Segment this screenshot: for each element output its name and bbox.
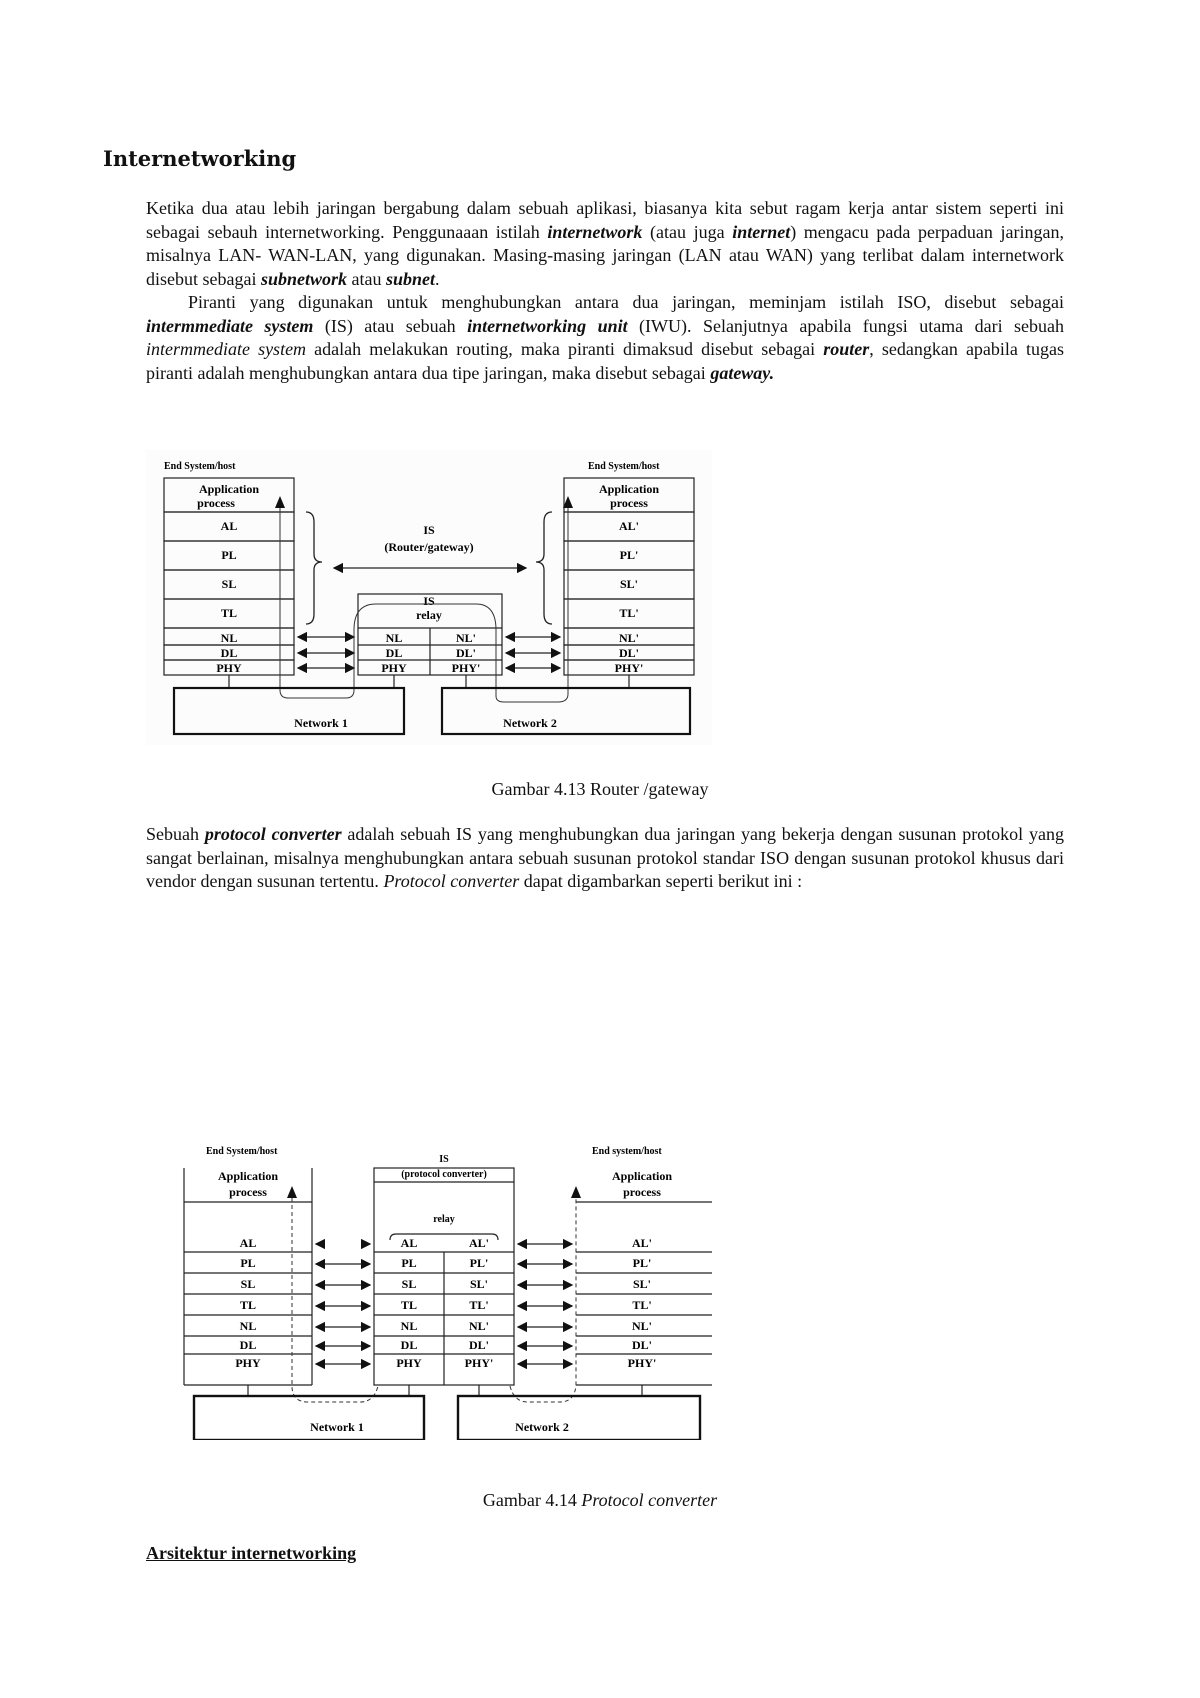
- term-intermmediate-system: intermmediate system: [146, 315, 314, 336]
- network-2-label: Network 2: [503, 716, 557, 730]
- conv-left-nl: NL: [400, 1319, 418, 1333]
- left-layer-dl: DL: [220, 646, 238, 660]
- left-layer-dl: DL: [239, 1338, 257, 1352]
- right-app-line2: process: [610, 496, 648, 510]
- relay-right-phy: PHY': [451, 661, 481, 675]
- term-internetwork: internetwork: [547, 221, 643, 242]
- right-layer-dl: DL': [618, 646, 640, 660]
- right-layer-pl: PL': [632, 1256, 652, 1270]
- protocol-converter-diagram: [180, 1140, 720, 1440]
- term-subnet: subnet: [386, 268, 436, 289]
- right-layer-al: AL': [631, 1236, 653, 1250]
- relay-left-nl: NL: [385, 631, 403, 645]
- network-1-label: Network 1: [294, 716, 348, 730]
- paragraph-2: [146, 291, 1064, 385]
- text: ) mengacu pada perpaduan jaringan, misalnya LAN- WAN-LAN, yang digunakan. Masing-masing jaringan (LAN atau WAN) yang terlibat dalam internetwork disebut sebagai: [146, 221, 1064, 289]
- left-layer-al: AL: [220, 519, 238, 533]
- text: Ketika dua atau lebih jaringan bergabung dalam sebuah aplikasi, biasanya kita sebut ragam kerja antar sistem seperti ini sebagai sebauh internetworking. Penggunaaan istilah: [146, 198, 1064, 242]
- conv-right-sl: SL': [469, 1277, 489, 1291]
- term-internetworking-unit: internetworking unit: [467, 315, 628, 336]
- left-layer-nl: NL: [239, 1319, 257, 1333]
- term-internet: internet: [732, 221, 791, 242]
- caption-italic: Protocol converter: [581, 1490, 718, 1510]
- conv-left-tl: TL: [400, 1298, 418, 1312]
- network-2-label: Network 2: [515, 1420, 569, 1434]
- left-layer-pl: PL: [240, 1256, 256, 1270]
- conv-left-dl: DL: [400, 1338, 418, 1352]
- left-layer-tl: TL: [239, 1298, 257, 1312]
- router-gateway-diagram: [146, 450, 712, 745]
- right-layer-tl: TL': [632, 1298, 652, 1312]
- right-layer-phy: PHY': [627, 1356, 657, 1370]
- right-layer-al: AL': [618, 519, 640, 533]
- term-protocol-converter: protocol converter: [204, 824, 342, 844]
- right-app-line1: Application: [611, 1169, 673, 1183]
- left-app-line1: Application: [217, 1169, 279, 1183]
- left-layer-tl: TL: [220, 606, 238, 620]
- right-layer-pl: PL': [619, 548, 639, 562]
- section-heading: Arsitektur internetworking: [146, 1543, 357, 1563]
- relay-label: relay: [433, 1214, 455, 1225]
- left-up-arrow-icon: [287, 1186, 297, 1198]
- is-label: IS: [439, 1154, 449, 1165]
- text: , sedangkan apabila tugas piranti adalah menghubungkan antara dua tipe jaringan, maka disebut sebagai: [146, 339, 1064, 383]
- relay-is-label: IS: [423, 594, 435, 608]
- right-app-line1: Application: [598, 482, 660, 496]
- network-1-box: [194, 1396, 424, 1440]
- text: dapat digambarkan seperti berikut ini :: [519, 871, 803, 891]
- left-host-title: End System/host: [206, 1146, 278, 1157]
- right-host-title: End System/host: [588, 461, 660, 472]
- relay-left-phy: PHY: [381, 661, 407, 675]
- right-app-line2: process: [623, 1185, 661, 1199]
- text: Piranti yang digunakan untuk menghubungkan antara dua jaringan, meminjam istilah ISO, disebut sebagai: [188, 292, 1064, 312]
- right-host-title: End system/host: [592, 1146, 662, 1157]
- right-layer-dl: DL': [631, 1338, 653, 1352]
- right-layer-sl: SL': [632, 1277, 652, 1291]
- term-router: router: [823, 339, 870, 359]
- right-layer-sl: SL': [619, 577, 639, 591]
- conv-right-pl: PL': [469, 1256, 489, 1270]
- data-path-line: [292, 1198, 576, 1402]
- protocol-converter-box: [374, 1168, 514, 1385]
- conv-left-sl: SL: [401, 1277, 417, 1291]
- left-layer-phy: PHY: [216, 661, 242, 675]
- left-layer-pl: PL: [221, 548, 237, 562]
- figure-2-caption: [0, 1490, 1200, 1511]
- page-title: Internetworking: [103, 146, 297, 171]
- left-layer-nl: NL: [220, 631, 238, 645]
- term-gateway: gateway.: [710, 362, 775, 383]
- left-layer-phy: PHY: [235, 1356, 261, 1370]
- left-layer-sl: SL: [221, 577, 237, 591]
- text: (IWU). Selanjutnya apabila fungsi utama dari sebuah: [627, 315, 1064, 336]
- is-label: IS: [423, 523, 435, 537]
- left-app-line2: process: [229, 1185, 267, 1199]
- conv-left-phy: PHY: [396, 1356, 422, 1370]
- relay-right-nl: NL': [455, 631, 477, 645]
- conv-right-tl: TL': [469, 1298, 489, 1312]
- router-gateway-label: (Router/gateway): [384, 540, 474, 554]
- conv-right-al: AL': [468, 1236, 490, 1250]
- caption-prefix: Gambar 4.14: [482, 1490, 582, 1510]
- network-1-label: Network 1: [310, 1420, 364, 1434]
- conv-left-al: AL: [400, 1236, 418, 1250]
- paragraph-1: [146, 197, 1064, 291]
- right-layer-phy: PHY': [614, 661, 644, 675]
- right-layer-tl: TL': [619, 606, 639, 620]
- left-host-title: End System/host: [164, 461, 236, 472]
- relay-right-dl: DL': [455, 646, 477, 660]
- left-layer-al: AL: [239, 1236, 257, 1250]
- conv-right-nl: NL': [468, 1319, 490, 1333]
- right-layer-nl: NL': [631, 1319, 653, 1333]
- term-subnetwork: subnetwork: [260, 268, 348, 289]
- paragraph-3: [146, 823, 1064, 894]
- left-app-line2: process: [197, 496, 235, 510]
- text: (atau juga: [642, 221, 733, 242]
- term-protocol-converter-italic: Protocol converter: [383, 871, 520, 891]
- text: Sebuah: [146, 824, 205, 844]
- conv-right-phy: PHY': [464, 1356, 494, 1370]
- network-2-box: [458, 1396, 700, 1440]
- text: atau: [347, 268, 386, 289]
- term-intermmediate-system-italic: intermmediate system: [146, 339, 307, 359]
- network-connectors: [248, 1385, 642, 1396]
- conv-right-dl: DL': [468, 1338, 490, 1352]
- text: adalah sebuah IS yang menghubungkan dua jaringan yang bekerja dengan susunan protokol yang sangat berlainan, misalnya menghubungkan antara sebuah susunan protokol standar ISO dengan susunan protokol khusus dari vendor dengan susunan tertentu.: [146, 824, 1064, 891]
- left-app-line1: Application: [198, 482, 260, 496]
- right-layer-nl: NL': [618, 631, 640, 645]
- relay-label: relay: [416, 608, 442, 622]
- text: (IS) atau sebuah: [313, 315, 468, 336]
- right-up-arrow-icon: [571, 1186, 581, 1198]
- figure-1-caption: Gambar 4.13 Router /gateway: [491, 779, 709, 799]
- text: .: [435, 268, 440, 289]
- text: adalah melakukan routing, maka piranti dimaksud disebut sebagai: [306, 339, 824, 359]
- left-layer-sl: SL: [240, 1277, 256, 1291]
- protocol-converter-label: (protocol converter): [401, 1169, 487, 1180]
- conv-left-pl: PL: [401, 1256, 417, 1270]
- relay-left-dl: DL: [385, 646, 403, 660]
